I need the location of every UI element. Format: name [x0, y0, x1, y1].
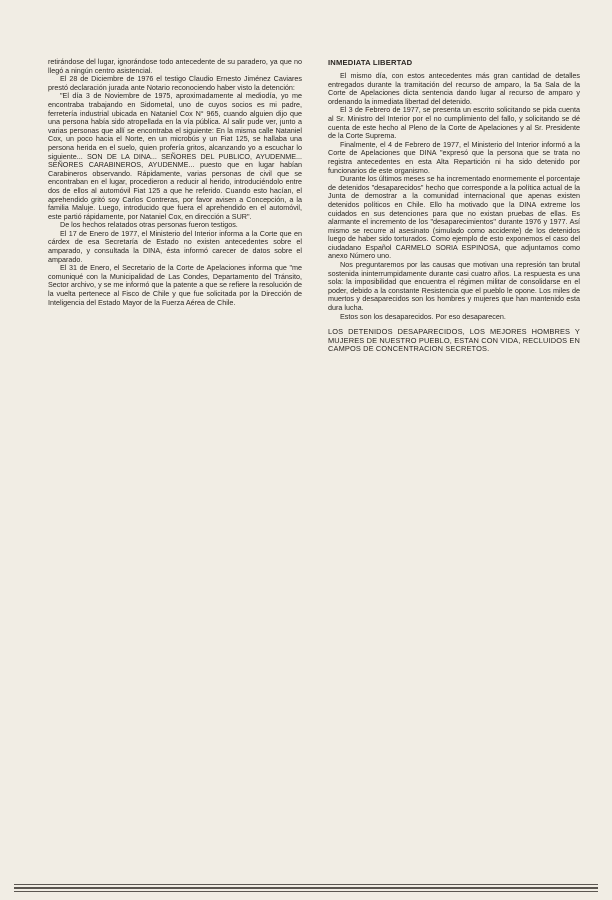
testimony-quote: "El día 3 de Noviembre de 1975, aproximadamente al mediodía, yo me encontraba trabajando en Sidometal, uno de cuyos socios es mi padre, ferretería industrial ubicada en Nataniel Cox N° 965, cuando alguien dijo que una persona había sido atropellada en la vía pública. Al salir pude ver, junto a varias personas que allí se encontraba el siguiente: En la misma calle Nataniel Cox, un poco hacia el Norte, en un microbús y un Fiat 125, se hallaba una persona herida en el suelo, quien profería gritos, alcanzando yo a escuchar lo siguiente... SON DE LA DINA... SEÑORES DEL PUBLICO, AYUDENME... SEÑORES CARABINEROS, AYUDENME... puesto que en lugar habían Carabineros observando. Rápidamente, varias personas de civil que se encontraban en el lugar, procedieron a reducir al herido, introduciéndolo entre dos de ellos al automóvil Fiat 125 a que he referido. Cuando esto hacían, el aprehendido gritó soy Carlos Contreras, por favor avisen a Concepción, a la familia Maluje. Luego, introducido que fuera el aprehendido en el automóvil, este partió rápidamente, por Nataniel Cox, en dirección a SUR".: [48, 91, 302, 221]
right-paragraph: Estos son los desaparecidos. Por eso desaparecen.: [340, 311, 506, 321]
bottom-rule: [14, 891, 598, 892]
left-paragraph: El 17 de Enero de 1977, el Ministerio del Interior informa a la Corte que en cárdex de esa Secretaría de Estado no existen antecedentes sobre el amparado, y consultada la DINA, ésta informó carecer de datos sobre el amparado.: [48, 228, 302, 264]
left-paragraph: retirándose del lugar, ignorándose todo antecedente de su paradero, ya que no llegó a ningún centro asistencial.: [48, 57, 302, 75]
left-paragraph: De los hechos relatados otras personas fueron testigos.: [60, 220, 238, 230]
closing-statement: LOS DETENIDOS DESAPARECIDOS, LOS MEJORES HOMBRES Y MUJERES DE NUESTRO PUEBLO, ESTAN CON VIDA, RECLUIDOS EN CAMPOS DE CONCENTRACION SECRETOS.: [328, 327, 580, 354]
left-column: [48, 58, 302, 307]
left-paragraph: El 28 de Diciembre de 1976 el testigo Claudio Ernesto Jiménez Caviares prestó declaración jurada ante Notario reconociendo haber visto la detención:: [48, 74, 302, 92]
right-paragraph: Durante los últimos meses se ha incrementado enormemente el porcentaje de detenidos "desaparecidos" hecho que corresponde a la política actual de la Junta de demostrar a la comunidad internacional que apenas existen detenidos políticos en Chile. Ello ha motivado que la DINA extreme los cuidados en sus detenciones para que no existan pruebas de ellas. Es alarmante el incremento de los "desaparecimientos" durante 1976 y 1977. Así mismo se recurre al asesinato (simulado como accidente) de los detenidos luego de haber sido torturados. Como ejemplo de esto exponemos el caso del ciudadano Español CARMELO SORIA ESPINOSA, que adjuntamos como anexo Número uno.: [328, 174, 580, 261]
right-paragraph: El mismo día, con estos antecedentes más gran cantidad de detalles entregados durante la tramitación del recurso de amparo, la 5a Sala de la Corte de Apelaciones dicta sentencia dando lugar al recurso de amparo y ordenando la inmediata libertad del detenido.: [328, 71, 580, 106]
section-heading: INMEDIATA LIBERTAD: [328, 58, 413, 67]
right-column: [328, 58, 580, 353]
right-paragraph: El 3 de Febrero de 1977, se presenta un escrito solicitando se pida cuenta al Sr. Ministro del Interior por el no cumplimiento del fallo, y solicitando se dé cuenta de este hecho al Pleno de la Corte de Apelaciones y al Sr. Presidente de la Corte Suprema.: [328, 105, 580, 141]
bottom-rule: [14, 887, 598, 889]
right-paragraph: Nos preguntaremos por las causas que motivan una represión tan brutal sostenida ininterrumpidamente durante casi cuatro años. La respuesta es una sola: la imposibilidad que encuentra el régimen militar de consolidarse en el poder, debido a la constante Resistencia que el pueblo le opone. Los miles de muertos y desaparecidos son los hombres y mujeres que han mantenido esta dura lucha.: [328, 260, 580, 313]
left-paragraph: El 31 de Enero, el Secretario de la Corte de Apelaciones informa que "me comuniqué con la Municipalidad de Las Condes, Departamento del Tránsito, Sector archivo, y se me informó que la patente a que se refiere la resolución de la vuelta pertenece al Fisco de Chile y que fue solicitada por la Dirección de Inteligencia del Estado Mayor de la Fuerza Aérea de Chile.: [48, 263, 302, 307]
bottom-rule: [14, 884, 598, 885]
right-paragraph: Finalmente, el 4 de Febrero de 1977, el Ministerio del Interior informó a la Corte de Apelaciones que DINA "expresó que la persona que se trata no registra antecedentes en esta Alta Repartición ni ha sido detenido por funcionarios de este organismo.: [328, 139, 580, 175]
